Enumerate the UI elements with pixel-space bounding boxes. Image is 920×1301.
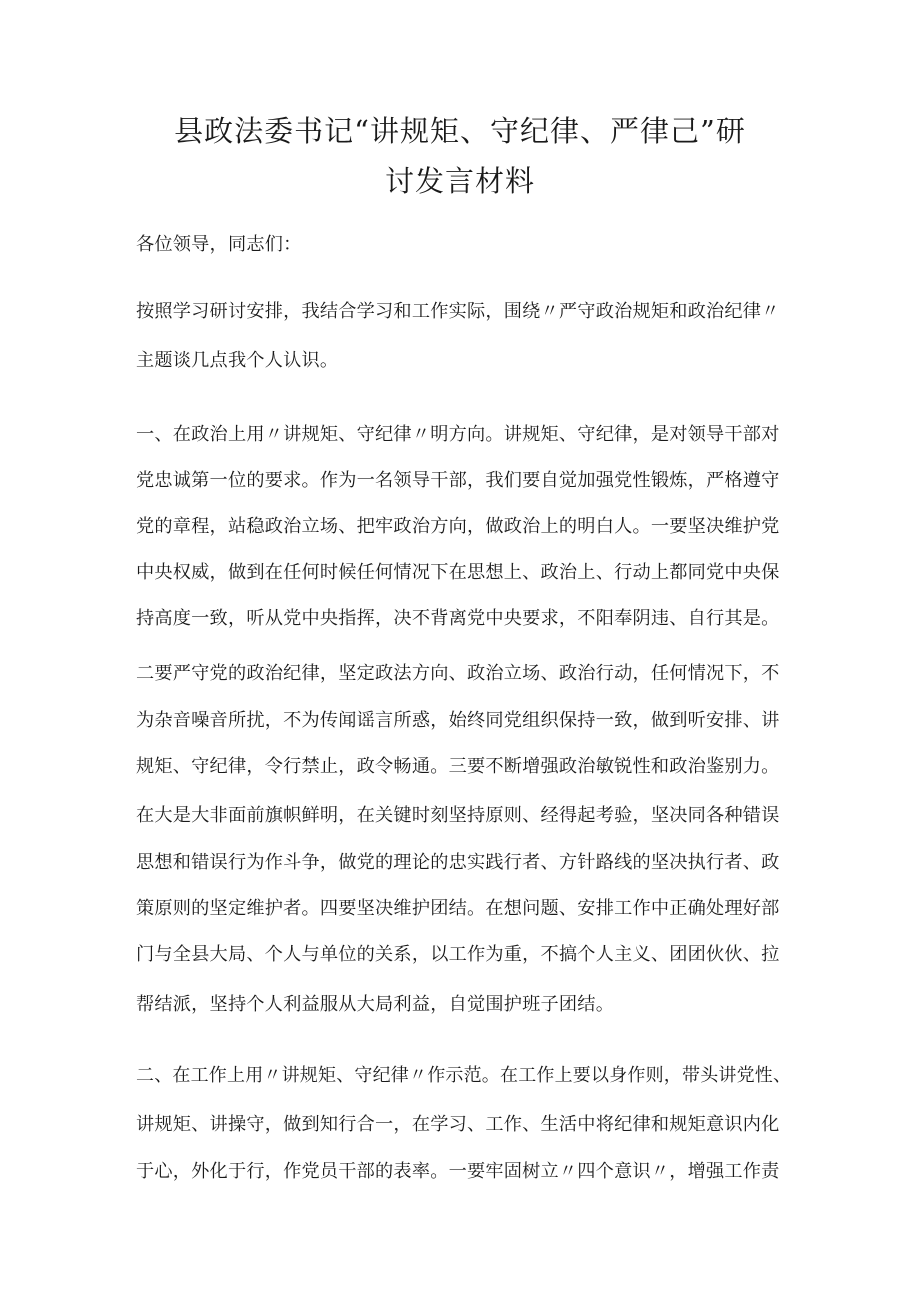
section-1-line-6: 二要严守党的政治纪律，坚定政法方向、政治立场、政治行动，任何情况下，不 — [136, 663, 780, 684]
intro-line-1: 按照学习研讨安排，我结合学习和工作实际，围绕〃严守政治规矩和政治纪律〃 — [136, 301, 780, 322]
document-title-line-2: 讨发言材料 — [384, 164, 535, 198]
document-title-line-1: 县政法委书记“讲规矩、守纪律、严律己”研 — [174, 114, 746, 148]
section-1-line-2: 党忠诚第一位的要求。作为一名领导干部，我们要自觉加强党性锻炼，严格遵守 — [136, 470, 780, 491]
section-1-line-7: 为杂音噪音所扰，不为传闻谣言所惑，始终同党组织保持一致，做到听安排、讲 — [136, 710, 780, 731]
section-1-line-11: 策原则的坚定维护者。四要坚决维护团结。在想问题、安排工作中正确处理好部 — [136, 898, 780, 919]
section-2-line-2: 讲规矩、讲操守，做到知行合一，在学习、工作、生活中将纪律和规矩意识内化 — [136, 1114, 780, 1135]
intro-line-2: 主题谈几点我个人认识。 — [136, 350, 339, 371]
section-1-line-10: 思想和错误行为作斗争，做党的理论的忠实践行者、方针路线的坚决执行者、政 — [136, 852, 780, 873]
section-2-line-1: 二、在工作上用〃讲规矩、守纪律〃作示范。在工作上要以身作则，带头讲党性、 — [136, 1065, 792, 1086]
section-1-line-13: 帮结派，坚持个人利益服从大局利益，自觉围护班子团结。 — [136, 994, 615, 1015]
salutation: 各位领导，同志们： — [136, 234, 302, 255]
section-1-line-5: 持高度一致，听从党中央指挥，决不背离党中央要求，不阳奉阴违、自行其是。 — [136, 608, 780, 629]
section-1-line-3: 党的章程，站稳政治立场、把牢政治方向，做政治上的明白人。一要坚决维护党 — [136, 516, 780, 537]
section-1-line-4: 中央权威，做到在任何时候任何情况下在思想上、政治上、行动上都同党中央保 — [136, 562, 780, 583]
section-2-line-3: 于心，外化于行，作党员干部的表率。一要牢固树立〃四个意识〃，增强工作责 — [136, 1161, 780, 1182]
section-1-line-12: 门与全县大局、个人与单位的关系，以工作为重，不搞个人主义、团团伙伙、拉 — [136, 944, 780, 965]
section-1-line-9: 在大是大非面前旗帜鲜明，在关键时刻坚持原则、经得起考验，坚决同各种错误 — [136, 805, 780, 826]
section-1-line-8: 规矩、守纪律，令行禁止，政令畅通。三要不断增强政治敏锐性和政治鉴别力。 — [136, 756, 780, 777]
section-1-line-1: 一、在政治上用〃讲规矩、守纪律〃明方向。讲规矩、守纪律，是对领导干部对 — [136, 424, 780, 445]
